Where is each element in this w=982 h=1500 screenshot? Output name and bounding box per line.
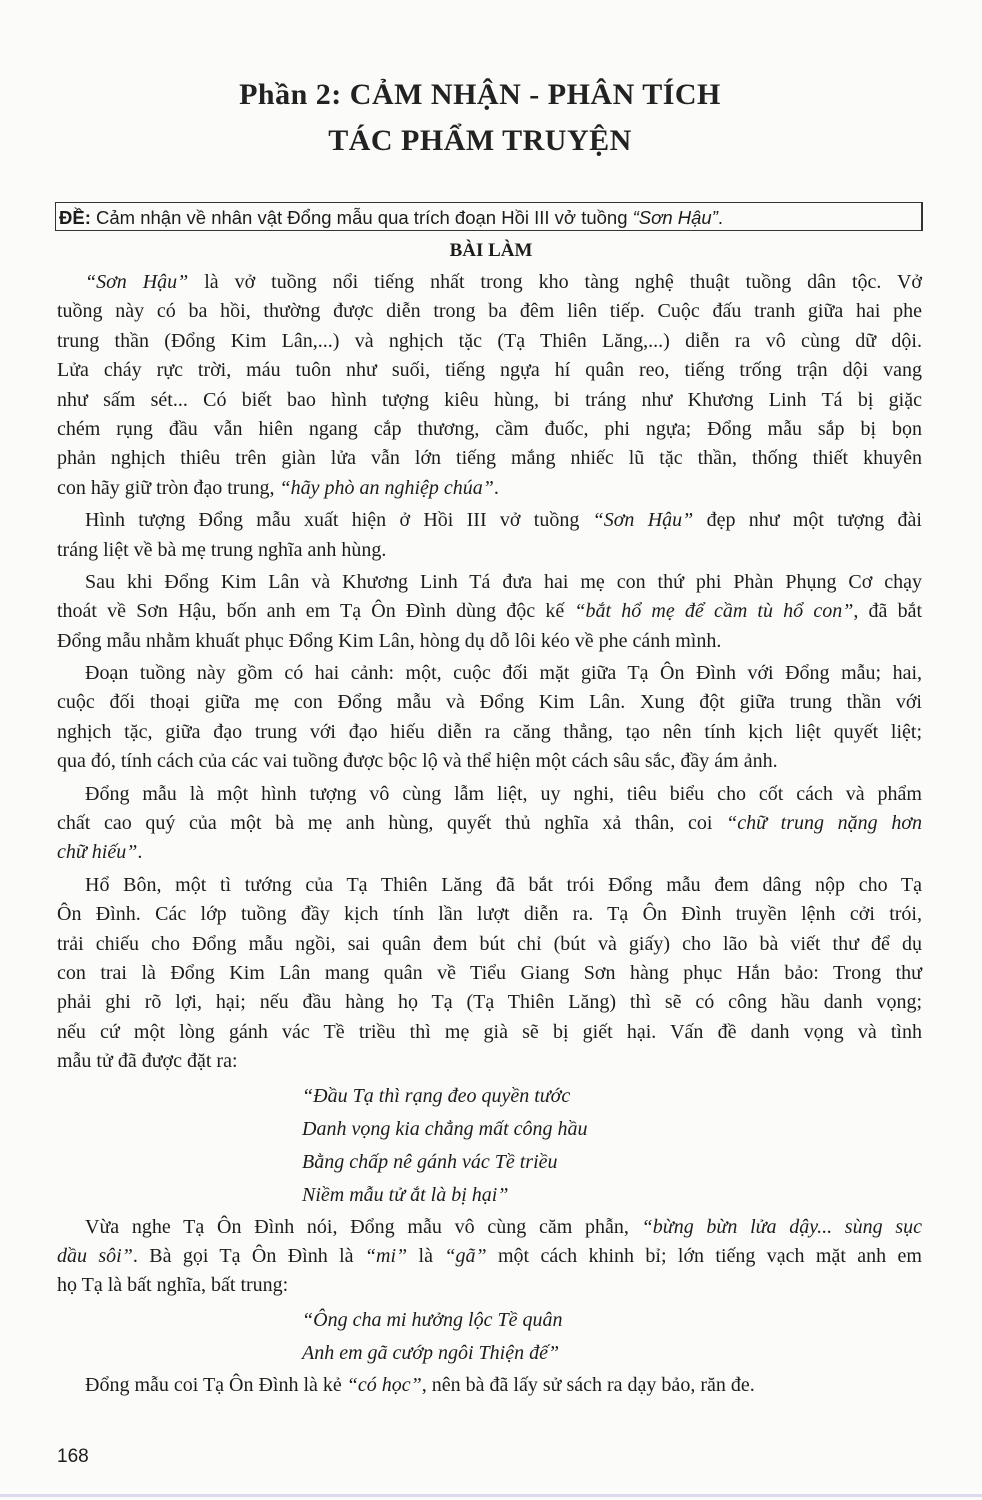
prompt-label: ĐỀ: [59,207,91,228]
text-segment: phản nghịch thiêu trên giàn lửa vẫn lớn tiếng mắng nhiếc lũ tặc thần, thống thiết khuyên [57,447,922,470]
text-line [57,659,922,688]
page-number: 168 [57,1446,89,1467]
verse-line: “Ông cha mi hưởng lộc Tề quân [302,1308,563,1331]
text-segment: Đổng mẫu là một hình tượng vô cùng lẫm liệt, uy nghi, tiêu biểu cho cốt cách và phẩm [85,782,922,805]
text-line [57,747,922,776]
text-line [57,474,922,503]
text-line [57,268,922,297]
essay-heading: BÀI LÀM [449,240,533,261]
text-segment: Hình tượng Đổng mẫu xuất hiện ở Hồi III vở tuồng [85,509,593,532]
text-segment: . [137,841,143,864]
italic-quote: “Sơn Hậu” [592,509,694,532]
text-line [57,900,922,929]
text-line [57,1371,922,1400]
text-segment: nghịch tặc, giữa đạo trung với đạo hiếu diễn ra căng thẳng, tạo nên tính kịch liệt quyết liệt; [57,720,922,743]
prompt-text: Cảm nhận về nhân vật Đổng mẫu qua trích đoạn Hồi III vở tuồng [90,207,633,228]
italic-quote: “hãy phò an nghiệp chúa” [279,476,494,499]
italic-quote: dầu sôi” [57,1244,133,1267]
text-line [57,1047,922,1076]
section-title-line-2: TÁC PHẨM TRUYỆN [328,124,632,157]
text-line [57,838,922,867]
text-line [57,297,922,326]
italic-quote: “mi” [364,1244,408,1267]
text-segment: phải ghi rõ lợi, hại; nếu đầu hàng họ Tạ (Tạ Thiên Lăng) thì sẽ có công hầu danh vọng; [57,991,922,1014]
text-segment: Vừa nghe Tạ Ôn Đình nói, Đổng mẫu vô cùng căm phẫn, [85,1215,642,1238]
text-segment: tuồng này có ba hồi, thường được diễn trong ba đêm liên tiếp. Cuộc đấu tranh giữa hai phe [57,300,922,323]
text-segment: con hãy giữ tròn đạo trung, [57,476,280,499]
text-segment: chém rụng đầu vẫn hiên ngang cắp thương, cầm đuốc, phi ngựa; Đổng mẫu sắp bị bọn [57,417,922,440]
text-segment: Đổng mẫu nhằm khuất phục Đổng Kim Lân, hòng dụ dỗ lôi kéo về phe cánh mình. [57,629,722,652]
text-line [57,627,922,656]
text-line [57,327,922,356]
text-segment: . Bà gọi Tạ Ôn Đình là [132,1244,365,1267]
text-segment: một cách khinh bỉ; lớn tiếng vạch mặt anh em [486,1244,922,1267]
italic-quote: “có học” [346,1373,422,1396]
text-line [57,718,922,747]
text-line [57,597,922,626]
italic-quote: “bắt hổ mẹ để cầm tù hổ con” [574,600,854,623]
text-line [57,1213,922,1242]
verse-line: Niềm mẫu tử ắt là bị hại” [302,1183,509,1206]
text-segment: trung thần (Đổng Kim Lân,...) và nghịch tặc (Tạ Thiên Lăng,...) diễn ra vô cùng dữ dội. [57,329,922,352]
text-line [57,506,922,535]
text-line [57,930,922,959]
text-line [57,780,922,809]
text-line [57,356,922,385]
text-line [57,809,922,838]
text-line [57,415,922,444]
text-line [57,386,922,415]
section-title-line-1: Phần 2: CẢM NHẬN - PHÂN TÍCH [239,78,721,111]
text-segment: Ôn Đình. Các lớp tuồng đầy kịch tính lần lượt diễn ra. Tạ Ôn Đình truyền lệnh cởi trói, [57,903,922,926]
text-segment: thoát về Sơn Hậu, bốn anh em Tạ Ôn Đình dùng độc kế [57,600,575,623]
verse-line: Bằng chấp nê gánh vác Tề triều [302,1150,558,1173]
text-segment: chất cao quý của một bà mẹ anh hùng, quyết thủ nghĩa xả thân, coi [57,812,727,835]
verse-line: “Đầu Tạ thì rạng đeo quyền tước [302,1084,571,1107]
italic-quote: “Sơn Hậu” [85,271,189,293]
verse-line: Anh em gã cướp ngôi Thiện đế” [302,1341,560,1364]
text-line [57,1271,922,1300]
text-line [57,536,922,565]
text-segment: cuộc đối thoại giữa mẹ con Đổng mẫu và Đổng Kim Lân. Xung đột giữa trung thần với [57,691,922,714]
text-line [57,444,922,473]
paragraph [57,659,922,777]
paragraph [57,506,922,565]
text-segment: , nên bà đã lấy sử sách ra dạy bảo, răn đe. [421,1373,755,1396]
text-segment: Đổng mẫu coi Tạ Ôn Đình là kẻ [85,1373,347,1396]
text-segment: Lửa cháy rực trời, máu tuôn như suối, tiếng ngựa hí quân reo, tiếng trống trận dội vang [57,359,922,382]
text-segment: họ Tạ là bất nghĩa, bất trung: [57,1274,289,1297]
text-line [57,1242,922,1271]
paragraph [57,568,922,656]
prompt-end: . [717,207,723,228]
italic-quote: “chữ trung nặng hơn [726,812,922,835]
text-segment: trải chiếu cho Đổng mẫu ngồi, sai quân đem bút chỉ (bút và giấy) cho lão bà viết thư để dụ [57,932,922,955]
italic-quote: “bừng bừn lửa dậy... sùng sục [641,1215,922,1238]
text-segment: như sấm sét... Có biết bao hình tượng kiêu hùng, bi tráng như Khương Linh Tá bị giặc [57,388,922,411]
text-line [57,688,922,717]
text-line [57,568,922,597]
text-segment: mẫu tử đã được đặt ra: [57,1050,238,1073]
text-segment: đẹp như một tượng đài [693,509,922,532]
essay-body [57,268,922,1403]
text-line [57,1018,922,1047]
paragraph [57,780,922,868]
text-segment: tráng liệt về bà mẹ trung nghĩa anh hùng. [57,538,387,561]
paragraph [57,268,922,503]
text-segment: Hổ Bôn, một tì tướng của Tạ Thiên Lăng đã bắt trói Đổng mẫu đem dâng nộp cho Tạ [85,873,922,896]
text-segment: là [407,1244,445,1267]
text-segment: Đoạn tuồng này gồm có hai cảnh: một, cuộc đối mặt giữa Tạ Ôn Đình với Đổng mẫu; hai, [85,662,922,685]
prompt-work-title: “Sơn Hậu” [632,207,718,228]
verse-quote [57,1304,922,1370]
paragraph [57,1371,922,1400]
text-segment: Sau khi Đổng Kim Lân và Khương Linh Tá đưa hai mẹ con thứ phi Phàn Phụng Cơ chạy [85,570,922,593]
text-segment: . [493,476,499,499]
essay-prompt-box [55,202,923,231]
text-segment: nếu cứ một lòng gánh vác Tề triều thì mẹ già sẽ bị giết hại. Vấn đề danh vọng và tình [57,1020,922,1043]
text-segment: qua đó, tính cách của các vai tuồng được bộc lộ và thể hiện một cách sâu sắc, đầy ám ảnh. [57,750,778,773]
verse-quote [57,1080,922,1212]
paragraph [57,1213,922,1301]
paragraph [57,871,922,1077]
text-line [57,988,922,1017]
text-line [57,959,922,988]
text-segment: con trai là Đổng Kim Lân mang quân về Tiểu Giang Sơn hàng phục Hắn bảo: Trong thư [57,961,922,984]
text-segment: , đã bắt [853,600,922,623]
text-segment: là vở tuồng nổi tiếng nhất trong kho tàng nghệ thuật tuồng dân tộc. Vở [188,271,922,293]
italic-quote: chữ hiếu” [57,841,138,864]
scan-edge [0,1494,982,1497]
verse-line: Danh vọng kia chẳng mất công hầu [302,1117,588,1140]
italic-quote: “gã” [444,1244,487,1267]
text-line [57,871,922,900]
